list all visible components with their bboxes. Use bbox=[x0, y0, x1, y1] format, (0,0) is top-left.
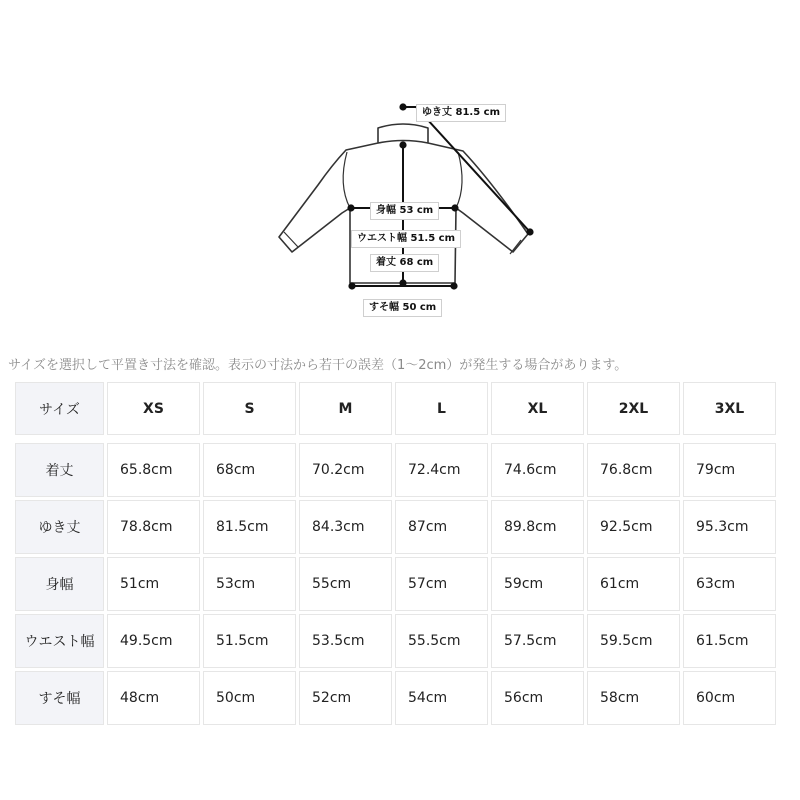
table-cell: 68cm bbox=[203, 443, 296, 497]
table-cell: 76.8cm bbox=[587, 443, 680, 497]
size-option-s[interactable]: S bbox=[203, 382, 296, 435]
table-cell: 61.5cm bbox=[683, 614, 776, 668]
table-cell: 49.5cm bbox=[107, 614, 200, 668]
table-cell: 56cm bbox=[491, 671, 584, 725]
table-row bbox=[15, 671, 776, 725]
table-cell: 79cm bbox=[683, 443, 776, 497]
table-row bbox=[15, 614, 776, 668]
row-label-hem: すそ幅 bbox=[15, 671, 104, 725]
table-cell: 74.6cm bbox=[491, 443, 584, 497]
size-table bbox=[12, 379, 779, 728]
table-cell: 53cm bbox=[203, 557, 296, 611]
size-option-xs[interactable]: XS bbox=[107, 382, 200, 435]
table-cell: 61cm bbox=[587, 557, 680, 611]
size-header-row bbox=[15, 382, 776, 435]
row-label-sleeve: ゆき丈 bbox=[15, 500, 104, 554]
row-label-length: 着丈 bbox=[15, 443, 104, 497]
table-cell: 52cm bbox=[299, 671, 392, 725]
table-cell: 84.3cm bbox=[299, 500, 392, 554]
waist-width-label: ウエスト幅 51.5 cm bbox=[351, 230, 461, 248]
body-length-label: 着丈 68 cm bbox=[370, 254, 439, 272]
size-option-xl[interactable]: XL bbox=[491, 382, 584, 435]
table-cell: 55.5cm bbox=[395, 614, 488, 668]
table-cell: 51.5cm bbox=[203, 614, 296, 668]
table-cell: 60cm bbox=[683, 671, 776, 725]
table-row bbox=[15, 500, 776, 554]
table-cell: 78.8cm bbox=[107, 500, 200, 554]
table-cell: 57cm bbox=[395, 557, 488, 611]
table-cell: 54cm bbox=[395, 671, 488, 725]
size-option-2xl[interactable]: 2XL bbox=[587, 382, 680, 435]
table-cell: 89.8cm bbox=[491, 500, 584, 554]
size-option-l[interactable]: L bbox=[395, 382, 488, 435]
table-cell: 87cm bbox=[395, 500, 488, 554]
size-option-3xl[interactable]: 3XL bbox=[683, 382, 776, 435]
row-label-waist: ウエスト幅 bbox=[15, 614, 104, 668]
table-cell: 50cm bbox=[203, 671, 296, 725]
table-cell: 95.3cm bbox=[683, 500, 776, 554]
table-cell: 81.5cm bbox=[203, 500, 296, 554]
table-cell: 48cm bbox=[107, 671, 200, 725]
table-cell: 92.5cm bbox=[587, 500, 680, 554]
chest-width-label: 身幅 53 cm bbox=[370, 202, 439, 220]
table-cell: 57.5cm bbox=[491, 614, 584, 668]
table-cell: 58cm bbox=[587, 671, 680, 725]
table-cell: 59cm bbox=[491, 557, 584, 611]
sleeve-length-label: ゆき丈 81.5 cm bbox=[416, 104, 506, 122]
table-cell: 55cm bbox=[299, 557, 392, 611]
size-option-m[interactable]: M bbox=[299, 382, 392, 435]
table-cell: 72.4cm bbox=[395, 443, 488, 497]
table-cell: 51cm bbox=[107, 557, 200, 611]
table-cell: 63cm bbox=[683, 557, 776, 611]
table-cell: 53.5cm bbox=[299, 614, 392, 668]
hem-width-label: すそ幅 50 cm bbox=[363, 299, 442, 317]
table-row bbox=[15, 443, 776, 497]
table-row bbox=[15, 557, 776, 611]
jacket-diagram bbox=[0, 0, 800, 340]
size-header-label: サイズ bbox=[15, 382, 104, 435]
table-cell: 70.2cm bbox=[299, 443, 392, 497]
measurement-note: サイズを選択して平置き寸法を確認。表示の寸法から若干の誤差（1〜2cm）が発生する場合があります。 bbox=[8, 358, 628, 373]
table-cell: 59.5cm bbox=[587, 614, 680, 668]
row-label-chest: 身幅 bbox=[15, 557, 104, 611]
table-cell: 65.8cm bbox=[107, 443, 200, 497]
